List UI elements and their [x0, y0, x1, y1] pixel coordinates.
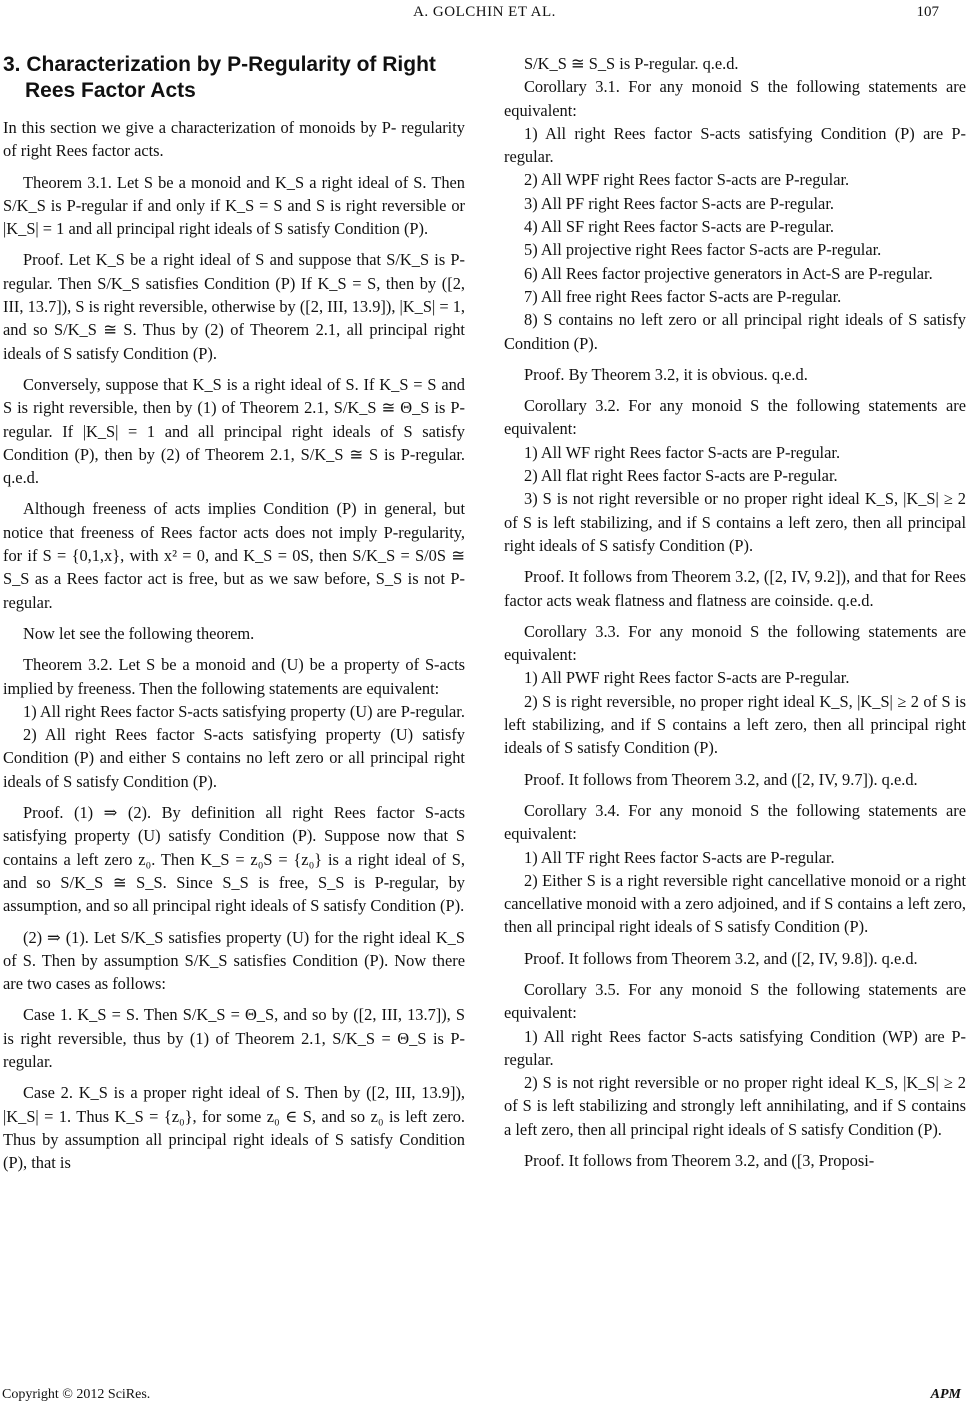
journal-abbrev: APM [930, 1387, 961, 1402]
case-1: Case 1. K_S = S. Then S/K_S = Θ_S, and so by ([2, III, 13.7]), S is right reversible, thus by (1) of Theorem 2.1, S/K_S = Θ_S is P-regular. [3, 1005, 465, 1071]
corollary-3-4: Corollary 3.4. For any monoid S the following statements are equivalent: [504, 800, 966, 844]
list-item: 1) All right Rees factor S-acts satisfying Condition (WP) are P-regular. [504, 1026, 966, 1069]
right-column [504, 52, 966, 1172]
list-item: 4) All SF right Rees factor S-acts are P-regular. [524, 217, 834, 237]
list-item: 6) All Rees factor projective generators in Act-S are P-regular. [524, 263, 933, 283]
list-item: 2) All right Rees factor S-acts satisfying property (U) satisfy Condition (P) and either S contains no left zero or all principal right ideals of S satisfy Condition (P). [3, 725, 465, 791]
left-column [3, 52, 465, 1174]
list-item: 1) All WF right Rees factor S-acts are P-regular. [524, 442, 841, 462]
proof-paragraph: Proof. Let K_S be a right ideal of S and suppose that S/K_S is P-regular. Then S/K_S satisfies Condition (P) If K_S = S, then by ([2, III, 13.7]), S is right reversible, otherwise by ([2, III, 13.9]), |K_S| = 1, and so S/K_S ≅ S. Thus by (2) of Theorem 2.1, all principal right ideals of S satisfy Condition (P). [3, 250, 465, 363]
proof-paragraph: Proof. It follows from Theorem 3.2, ([2, IV, 9.2]), and that for Rees factor acts weak flatness and flatness are coinside. q.e.d. [504, 567, 966, 610]
list-item: 2) All flat right Rees factor S-acts are P-regular. [524, 466, 838, 486]
list-item: 2) All WPF right Rees factor S-acts are P-regular. [524, 170, 850, 190]
list-item: 1) All right Rees factor S-acts satisfying Condition (P) are P-regular. [504, 123, 966, 167]
proof-paragraph: Proof. By Theorem 3.2, it is obvious. q.e.d. [524, 364, 808, 384]
list-item: 5) All projective right Rees factor S-acts are P-regular. [524, 240, 882, 260]
page-number: 107 [916, 4, 939, 20]
corollary-3-3: Corollary 3.3. For any monoid S the following statements are equivalent: [504, 621, 966, 665]
corollary-3-5: Corollary 3.5. For any monoid S the following statements are equivalent: [504, 979, 966, 1023]
copyright-notice: Copyright © 2012 SciRes. [2, 1387, 151, 1402]
running-header [0, 0, 969, 30]
proof-paragraph: Proof. It follows from Theorem 3.2, and ([2, IV, 9.8]). q.e.d. [524, 948, 918, 968]
list-item: 3) S is not right reversible or no proper right ideal K_S, |K_S| ≥ 2 of S is left stabilizing, and if S contains a left zero, then all principal right ideals of S satisfy Condition (P). [504, 489, 966, 555]
paragraph: (2) ⇒ (1). Let S/K_S satisfies property (U) for the right ideal K_S of S. Then by assumption S/K_S satisfies Condition (P). Now there are two cases as follows: [3, 927, 465, 994]
list-item: 8) S contains no left zero or all principal right ideals of S satisfy Condition (P). [504, 310, 966, 353]
section-title-line1: 3. Characterization by P-Regularity of Right [3, 53, 436, 76]
paragraph: Although freeness of acts implies Condition (P) in general, but notice that freeness of Rees factor acts does not imply P-regularity, for if S = {0,1,x}, with x² = 0, and K_S = 0S, then S/K_S = S/0S ≅ S_S as a Rees factor act is free, but as we saw before, S_S is not P-regular. [3, 499, 465, 612]
paragraph: Conversely, suppose that K_S is a right ideal of S. If K_S = S and S is right reversible, then by (1) of Theorem 2.1, S/K_S ≅ Θ_S is P-regular. If |K_S| = 1 and all principal right ideals of S satisfy Condition (P), then by (2) of Theorem 2.1, S/K_S ≅ S is P-regular. q.e.d. [3, 374, 465, 488]
theorem-3-1: Theorem 3.1. Let S be a monoid and K_S a right ideal of S. Then S/K_S is P-regular if and only if K_S = S and S is right reversible or |K_S| = 1 and all principal right ideals of S satisfy Condition (P). [3, 172, 465, 239]
list-item: 2) S is right reversible, no proper right ideal K_S, |K_S| ≥ 2 of S is left stabilizing, and if S contains a left zero, then all principal right ideals of S satisfy Condition (P). [504, 691, 966, 758]
section-title-line2: Rees Factor Acts [25, 79, 196, 102]
list-item: 2) S is not right reversible or no proper right ideal K_S, |K_S| ≥ 2 of S is left stabilizing and strongly left annihilating, and if S contains a left zero, then all principal right ideals of S satisfy Condition (P). [504, 1073, 966, 1139]
running-title: A. GOLCHIN ET AL. [413, 4, 556, 20]
corollary-3-1: Corollary 3.1. For any monoid S the following statements are equivalent: [504, 77, 966, 120]
proof-paragraph: Proof. (1) ⇒ (2). By definition all right Rees factor S-acts satisfying property (U) satisfy Condition (P). Suppose now that S contains a left zero z₀. Then K_S = z₀S = {z₀} is a right ideal of S, and so S/K_S ≅ S_S. Since S_S is free, S_S is P-regular, by assumption, and so all principal right ideals of S satisfy Condition (P). [3, 803, 465, 916]
list-item: 1) All PWF right Rees factor S-acts are P-regular. [524, 668, 850, 688]
case-2: Case 2. K_S is a proper right ideal of S. Then by ([2, III, 13.9]), |K_S| = 1. Thus K_S = {z₀}, for some z₀ ∈ S, and so z₀ is left zero. Thus by assumption all principal right ideals of S satisfy Condition (P), that is [3, 1083, 465, 1173]
theorem-3-2: Theorem 3.2. Let S be a monoid and (U) be a property of S-acts implied by freeness. Then the following statements are equivalent: [3, 655, 465, 698]
corollary-3-2: Corollary 3.2. For any monoid S the following statements are equivalent: [504, 396, 966, 439]
list-item: 1) All TF right Rees factor S-acts are P-regular. [524, 847, 835, 867]
list-item: 1) All right Rees factor S-acts satisfying property (U) are P-regular. [23, 701, 465, 721]
paragraph: S/K_S ≅ S_S is P-regular. q.e.d. [524, 54, 739, 73]
list-item: 7) All free right Rees factor S-acts are P-regular. [524, 286, 842, 306]
section-heading [3, 52, 465, 104]
list-item: 2) Either S is a right reversible right cancellative monoid or a right cancellative monoid with a zero adjoined, and if S contains a left zero, then all principal right ideals of S satisfy Condition (P). [504, 870, 966, 937]
list-item: 3) All PF right Rees factor S-acts are P-regular. [524, 193, 834, 213]
paragraph: Now let see the following theorem. [23, 623, 255, 643]
paragraph: In this section we give a characterization of monoids by P- regularity of right Rees factor acts. [3, 118, 465, 161]
proof-paragraph: Proof. It follows from Theorem 3.2, and ([2, IV, 9.7]). q.e.d. [524, 769, 918, 789]
proof-paragraph: Proof. It follows from Theorem 3.2, and ([3, Proposi- [524, 1151, 875, 1171]
